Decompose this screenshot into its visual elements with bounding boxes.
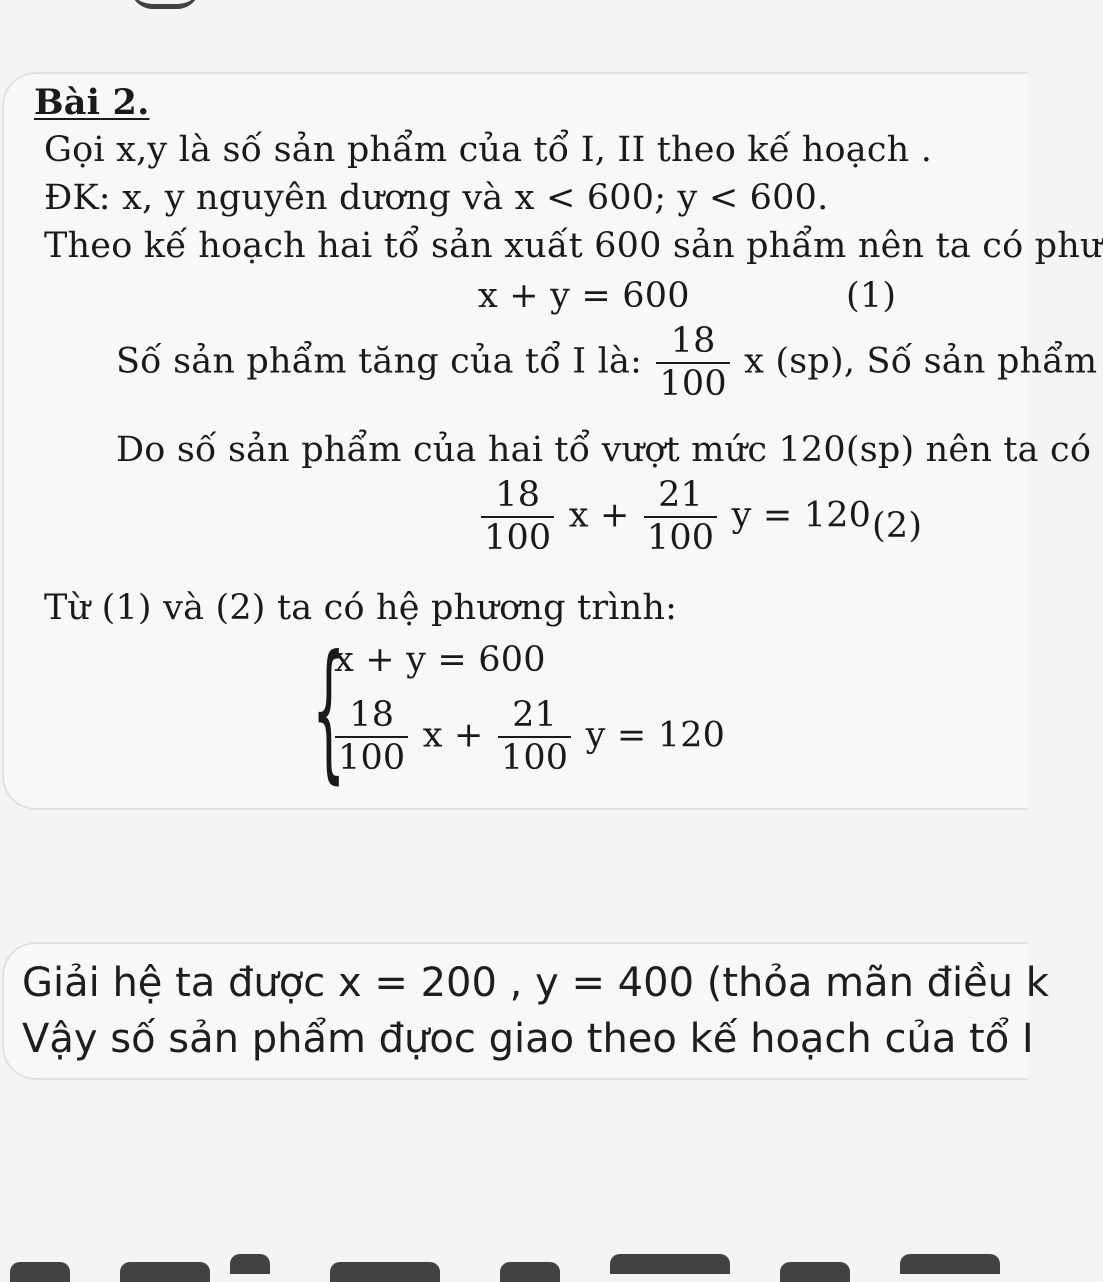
system-row-2-middle: x +: [422, 715, 484, 756]
fraction-numerator: 18: [335, 698, 408, 738]
system-row-2: [332, 695, 726, 778]
equation-2-end: y = 120: [731, 495, 872, 536]
brace-symbol: {: [312, 624, 346, 798]
problem-heading: Bài 2.: [34, 82, 150, 123]
fraction-18-100: [656, 321, 729, 404]
exceed-statement: Do số sản phẩm của hai tổ vượt mức 120(sp) nên ta có: [116, 430, 1092, 470]
system-intro: Từ (1) và (2) ta có hệ phương trình:: [44, 588, 678, 628]
increase-line-suffix: x (sp), Số sản phẩm: [744, 341, 1098, 382]
fraction-numerator: 18: [656, 324, 729, 364]
fraction-denominator: 100: [500, 738, 569, 778]
cropped-text-fragment: [130, 0, 200, 9]
fraction-denominator: 100: [484, 518, 552, 558]
condition-line: ĐK: x, y nguyên dương và x < 600; y < 600.: [44, 178, 829, 218]
fraction-21-100: [644, 475, 717, 558]
conclusion: Vậy số sản phẩm đựoc giao theo kế hoạch của tổ I: [22, 1016, 1034, 1062]
equation-1: x + y = 600: [478, 276, 690, 316]
fraction-21-100: [498, 695, 571, 778]
fraction-denominator: 100: [646, 518, 715, 558]
variable-definition: Gọi x,y là số sản phẩm của tổ I, II theo kế hoạch .: [44, 130, 933, 170]
fraction-denominator: 100: [659, 364, 727, 404]
system-row-1: x + y = 600: [334, 640, 546, 680]
solve-result: Giải hệ ta được x = 200 , y = 400 (thỏa mãn điều k: [22, 960, 1049, 1006]
fraction-denominator: 100: [338, 738, 406, 778]
fraction-18-100: [481, 475, 554, 558]
equation-2-tag: (2): [872, 506, 923, 546]
result-card: [2, 942, 1049, 1080]
fraction-18-100: [335, 695, 408, 778]
fraction-numerator: 21: [498, 698, 571, 738]
equation-1-tag: (1): [846, 276, 897, 316]
equation-system: [312, 624, 726, 804]
fraction-numerator: 21: [644, 478, 717, 518]
equation-2-middle: x +: [568, 495, 630, 536]
plan-statement: Theo kế hoạch hai tổ sản xuất 600 sản phẩm nên ta có phư: [44, 226, 1103, 266]
fraction-numerator: 18: [481, 478, 554, 518]
equation-2: [478, 475, 872, 558]
system-row-2-end: y = 120: [585, 715, 726, 756]
increase-line: [116, 321, 1098, 404]
increase-line-prefix: Số sản phẩm tăng của tổ I là:: [116, 341, 643, 382]
cropped-text-fragment: [0, 1240, 1024, 1280]
